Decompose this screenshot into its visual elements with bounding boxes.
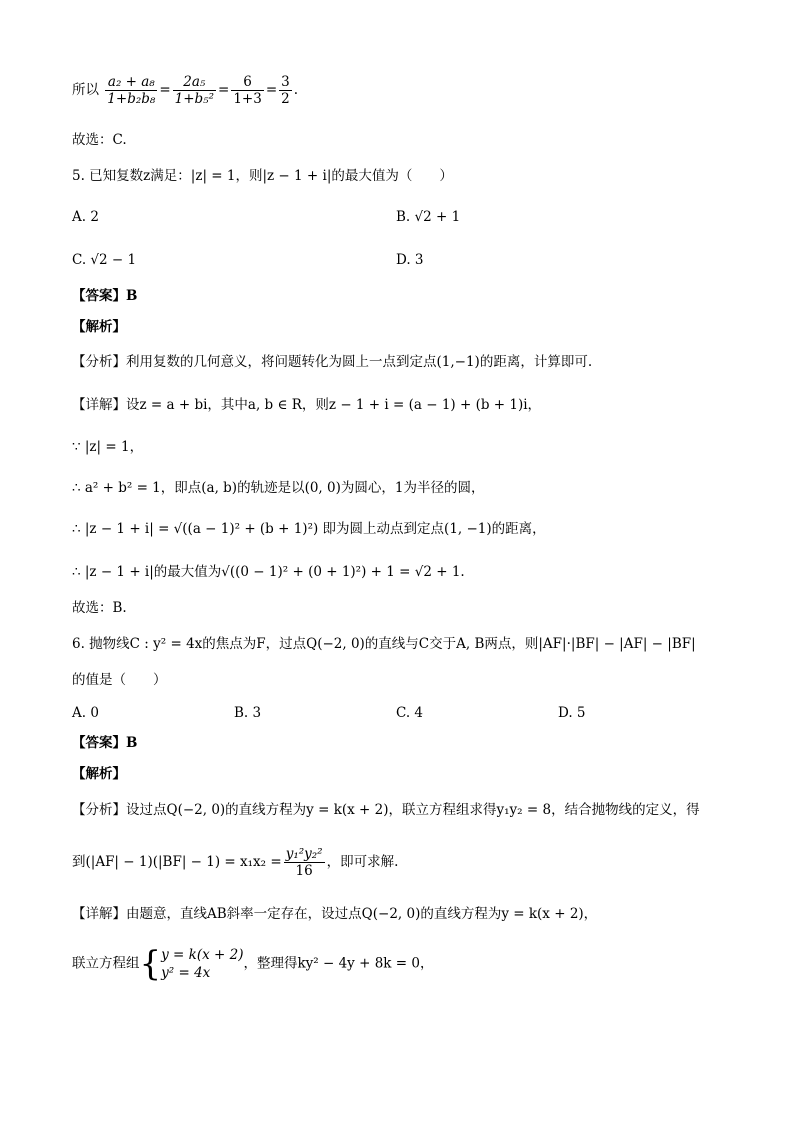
detail-5-line-1: 【详解】设z = a + bi，其中a, b ∈ R，则z − 1 + i = (a − 1) + (b + 1)i， [72, 397, 542, 413]
question-5: 5. 已知复数z满足：|z| = 1，则|z − 1 + i|的最大值为（ ） [72, 168, 453, 184]
detail-5-line-2: ∵ |z| = 1， [72, 439, 144, 455]
q6-option-d: D. 5 [558, 705, 586, 721]
summary-2-post: ，即可求解. [326, 854, 399, 870]
fraction-2-den: 1+b₅² [174, 91, 214, 107]
analysis-6-summary-2 [72, 846, 398, 879]
answer-select-c: 故选：C. [72, 132, 127, 148]
detail-5-line-5: ∴ |z − 1 + i|的最大值为√((0 − 1)² + (0 + 1)²) + 1 = √2 + 1. [72, 564, 465, 580]
q6-option-b: B. 3 [234, 705, 262, 721]
system-post: ，整理得ky² − 4y + 8k = 0， [243, 955, 434, 972]
system-eq-2: y² = 4x [161, 965, 211, 981]
system-prefix: 联立方程组 [72, 955, 140, 972]
fraction-2 [173, 74, 216, 107]
fraction-4 [279, 74, 292, 107]
fraction-1 [105, 74, 157, 107]
fraction-y1y2-num: y₁²y₂² [285, 846, 323, 862]
text-prefix: 所以 [72, 82, 99, 98]
analysis-5-heading: 【解析】 [72, 319, 126, 335]
system-eq-1: y = k(x + 2) [161, 947, 244, 963]
fraction-4-num: 3 [281, 74, 290, 90]
q5-option-b: B. √2 + 1 [396, 209, 461, 225]
detail-6-line-2 [72, 946, 433, 982]
summary-2-pre: 到(|AF| − 1)(|BF| − 1) = x₁x₂ = [72, 854, 282, 870]
q5-option-d: D. 3 [396, 252, 424, 268]
text-suffix: . [293, 82, 299, 98]
analysis-5-summary: 【分析】利用复数的几何意义，将问题转化为圆上一点到定点(1,−1)的距离，计算即可. [72, 354, 593, 370]
fraction-2-num: 2a₅ [173, 74, 216, 91]
detail-5-line-3: ∴ a² + b² = 1，即点(a, b)的轨迹是以(0, 0)为圆心，1为半径的圆， [72, 480, 485, 496]
question-6-line-1: 6. 抛物线C : y² = 4x的焦点为F，过点Q(−2, 0)的直线与C交于A, B两点，则|AF|·|BF| − |AF| − |BF| [72, 636, 696, 652]
q5-option-a: A. 2 [72, 209, 99, 225]
fraction-3 [231, 74, 264, 107]
analysis-6-heading: 【解析】 [72, 766, 126, 782]
q6-option-c: C. 4 [396, 705, 424, 721]
left-brace-icon: { [139, 944, 162, 984]
analysis-6-summary-1: 【分析】设过点Q(−2, 0)的直线方程为y = k(x + 2)，联立方程组求得y₁y₂ = 8，结合抛物线的定义，得 [72, 802, 700, 818]
fraction-y1y2 [284, 846, 325, 879]
fraction-1-den: 1+b₂b₈ [107, 91, 156, 107]
answer-select-b: 故选：B. [72, 600, 127, 616]
detail-5-line-4: ∴ |z − 1 + i| = √((a − 1)² + (b + 1)²) 即为圆上动点到定点(1, −1)的距离， [72, 521, 546, 537]
q6-option-a: A. 0 [72, 705, 99, 721]
fraction-3-num: 6 [231, 74, 264, 91]
q5-option-c: C. √2 − 1 [72, 252, 137, 268]
fraction-3-den: 1+3 [233, 91, 262, 107]
answer-5: 【答案】B [72, 288, 138, 304]
fraction-1-num: a₂ + a₈ [105, 74, 157, 91]
equation-line-1: 所以 $\frac{\text{a₂ + a₈}}{\text{1+b₂b₈}}$ = $\frac{\text{2a₅}}{\text{1+b₅²}}$ = $\frac{6}{1+3}$ = $\frac{3}{2}$ . [72, 74, 299, 107]
fraction-y1y2-den: 16 [295, 863, 313, 879]
detail-6-line-1: 【详解】由题意，直线AB斜率一定存在，设过点Q(−2, 0)的直线方程为y = k(x + 2)， [72, 906, 598, 922]
fraction-4-den: 2 [281, 91, 290, 107]
equation-system [161, 946, 243, 982]
question-6-line-2: 的值是（ ） [72, 672, 167, 688]
answer-6: 【答案】B [72, 735, 138, 751]
